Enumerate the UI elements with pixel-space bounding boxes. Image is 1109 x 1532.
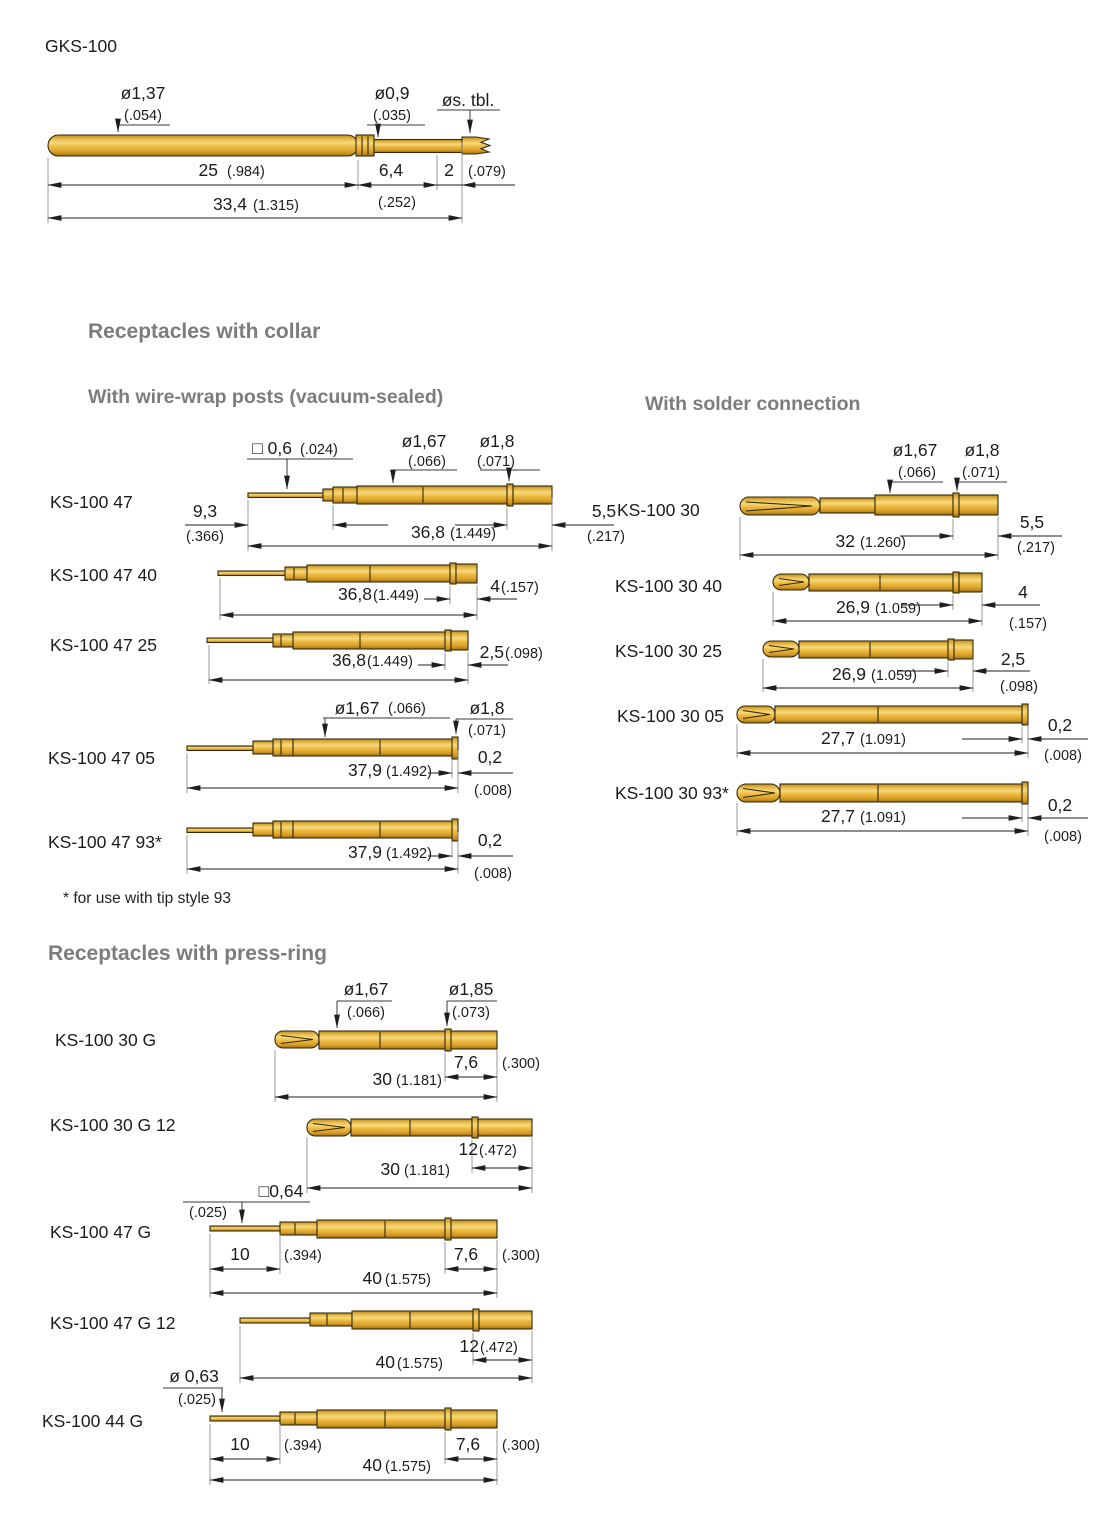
dim-length-inch: (.008)	[1044, 829, 1082, 845]
dim-length-mm: 12	[459, 1336, 479, 1356]
dim-length-mm: 7,6	[455, 1434, 481, 1454]
dim-diameter-inch: (.066)	[408, 454, 446, 470]
drawing-ks-100-30-05	[737, 704, 1088, 764]
row-label-ks-100-44-g: KS-100 44 G	[42, 1411, 144, 1431]
dim-length-inch: (.157)	[1009, 616, 1047, 632]
row-label-ks-100-47-25: KS-100 47 25	[50, 635, 158, 655]
wire-wrap-post	[248, 493, 323, 498]
dim-length-mm: 0,2	[477, 747, 503, 767]
receptacle-ring	[953, 493, 959, 517]
dim-length-mm: 25	[198, 160, 218, 180]
dim-length-inch: (.008)	[474, 866, 512, 882]
dim-length-inch: (.394)	[284, 1248, 322, 1264]
drawing-ks-100-47-05	[187, 698, 513, 799]
receptacle-body	[357, 486, 507, 504]
receptacle-collar	[273, 821, 293, 838]
post-step	[310, 1313, 352, 1326]
receptacle-end-ring	[1022, 704, 1028, 725]
receptacle-body	[319, 1031, 445, 1049]
row-label-ks-100-47: KS-100 47	[50, 492, 133, 512]
dim-length-mm: 0,2	[477, 830, 503, 850]
section-heading-pressring: Receptacles with press-ring	[48, 942, 327, 965]
receptacle-ring	[445, 630, 451, 651]
dim-length-inch: (.252)	[378, 195, 416, 211]
receptacle-ring	[953, 572, 959, 593]
dim-length-inch: (1.449)	[450, 526, 496, 542]
wire-wrap-post	[207, 638, 273, 643]
dim-length-inch: (1.091)	[860, 810, 906, 826]
receptacle-body	[293, 632, 445, 649]
receptacle-end-ring	[1022, 782, 1028, 804]
press-ring	[445, 1218, 451, 1240]
row-label-ks-100-30-93: KS-100 30 93*	[615, 783, 729, 803]
receptacle-collar	[333, 487, 357, 503]
dim-length-inch: (.300)	[502, 1248, 540, 1264]
dim-diameter-inch: (.071)	[962, 465, 1000, 481]
dim-length-inch: (1.575)	[385, 1272, 431, 1288]
receptacle-end-ring	[452, 819, 458, 841]
dim-length-mm: 2,5	[1000, 649, 1026, 669]
dim-tip-diameter: øs. tbl.	[441, 90, 495, 110]
dim-length-inch: (1.059)	[871, 668, 917, 684]
receptacle-ring	[948, 639, 954, 660]
dim-length-inch: (1.492)	[386, 764, 432, 780]
dim-length-mm: 36,8	[410, 522, 445, 542]
receptacle-body	[780, 784, 1022, 802]
receptacle-body	[352, 1311, 473, 1329]
dim-length-mm: 30	[380, 1159, 400, 1179]
dim-length-inch: (1.449)	[367, 654, 413, 670]
receptacle-sleeve	[451, 631, 468, 650]
dim-length-mm: 10	[230, 1434, 250, 1454]
dim-length-inch: (1.260)	[860, 535, 906, 551]
drawing-ks-100-30-g-12	[307, 1117, 532, 1193]
dim-diameter-mm: ø1,67	[343, 979, 389, 999]
receptacle-sleeve	[959, 495, 998, 515]
wire-wrap-post	[218, 571, 285, 576]
dim-length-inch: (.098)	[1000, 679, 1038, 695]
dim-diameter-mm: ø1,67	[892, 440, 938, 460]
dim-length-inch: (1.181)	[404, 1163, 450, 1179]
receptacle-body	[293, 821, 453, 838]
drawing-ks-100-44-g	[163, 1366, 540, 1485]
dim-diameter-mm: ø1,8	[469, 698, 505, 718]
dim-diameter-mm: ø1,37	[120, 83, 166, 103]
dim-square-inch: (.024)	[300, 442, 338, 458]
dim-length-inch: (.472)	[480, 1340, 518, 1356]
dim-diameter-mm: ø1,8	[479, 431, 515, 451]
dim-length-mm: 37,9	[347, 842, 382, 862]
row-label-ks-100-30-05: KS-100 30 05	[617, 706, 725, 726]
dim-diameter-inch: (.071)	[477, 454, 515, 470]
drawing-ks-100-30-g	[275, 1029, 540, 1102]
receptacle-sleeve	[451, 1220, 497, 1238]
dim-length-inch: (1.091)	[860, 732, 906, 748]
dim-length-mm: 10	[230, 1244, 250, 1264]
receptacle-sleeve	[456, 564, 477, 583]
probe-collar	[356, 135, 374, 156]
dim-diameter-mm: ø 0,63	[169, 1366, 219, 1386]
row-label-ks-100-30: KS-100 30	[617, 500, 700, 520]
dim-diameter-inch: (.054)	[124, 108, 162, 124]
row-label-ks-100-47-93: KS-100 47 93*	[48, 832, 162, 852]
dim-length-mm: 40	[362, 1268, 382, 1288]
post-step	[253, 823, 273, 836]
dim-diameter-inch: (.025)	[178, 1392, 216, 1408]
dim-length-mm: 7,6	[453, 1244, 479, 1264]
wire-wrap-post	[210, 1226, 280, 1231]
receptacle-body	[809, 574, 953, 591]
dim-length-inch: (1.449)	[373, 588, 419, 604]
receptacle-body	[351, 1119, 472, 1136]
dim-length-mm: 32	[835, 531, 855, 551]
dim-length-mm: 5,5	[1019, 512, 1045, 532]
dim-length-inch: (.366)	[186, 529, 224, 545]
dim-diameter-inch: (.073)	[452, 1005, 490, 1021]
dim-length-mm: 26,9	[835, 597, 870, 617]
press-ring	[445, 1408, 451, 1430]
dim-diameter-inch: (.066)	[388, 701, 426, 717]
row-label-ks-100-47-g-12: KS-100 47 G 12	[50, 1313, 176, 1333]
dim-length-inch: (.157)	[501, 580, 539, 596]
page-title: GKS-100	[45, 36, 117, 56]
receptacle-body	[317, 1220, 445, 1238]
dim-diameter-inch: (.035)	[373, 108, 411, 124]
dim-length-inch: (.217)	[587, 529, 625, 545]
receptacle-ring	[450, 563, 456, 584]
press-ring	[472, 1117, 478, 1138]
receptacle-collar	[273, 634, 293, 647]
post-step	[253, 741, 273, 754]
drawing-ks-100-47-g-12	[240, 1309, 532, 1383]
dim-length-inch: (.300)	[502, 1056, 540, 1072]
dim-length-inch: (.079)	[468, 164, 506, 180]
section-heading-collar: Receptacles with collar	[88, 320, 321, 343]
dim-length-inch: (.472)	[479, 1143, 517, 1159]
dim-square-mm: □ 0,6	[252, 438, 292, 458]
row-label-ks-100-30-40: KS-100 30 40	[615, 576, 723, 596]
receptacle-sleeve	[959, 573, 982, 592]
dim-square-inch: (.025)	[189, 1205, 227, 1221]
row-label-ks-100-30-g: KS-100 30 G	[55, 1030, 157, 1050]
dim-length-mm: 26,9	[831, 664, 866, 684]
dim-length-mm: 9,3	[192, 501, 218, 521]
dim-length-inch: (.098)	[505, 646, 543, 662]
dim-length-mm: 36,8	[337, 584, 372, 604]
dim-length-mm: 36,8	[331, 650, 366, 670]
dim-diameter-mm: ø1,85	[448, 979, 494, 999]
receptacle-ring	[507, 484, 513, 506]
dim-length-mm: 40	[375, 1352, 395, 1372]
wire-wrap-post	[210, 1416, 280, 1421]
dim-length-inch: (.394)	[284, 1438, 322, 1454]
drawing-ks-100-30-93	[737, 782, 1088, 845]
dim-length-mm: 37,9	[347, 760, 382, 780]
probe-plunger-shaft	[374, 140, 462, 153]
receptacle-end-ring	[452, 737, 458, 759]
dim-length-inch: (1.059)	[875, 601, 921, 617]
row-label-ks-100-30-25: KS-100 30 25	[615, 641, 723, 661]
dim-length-inch: (.008)	[474, 783, 512, 799]
post-step	[280, 1412, 317, 1425]
dim-diameter-inch: (.066)	[347, 1005, 385, 1021]
dim-square-mm: □0,64	[258, 1181, 304, 1201]
row-label-ks-100-30-g-12: KS-100 30 G 12	[50, 1115, 176, 1135]
dim-diameter-mm: ø1,67	[401, 431, 447, 451]
post-step	[323, 489, 333, 501]
row-label-ks-100-47-05: KS-100 47 05	[48, 748, 156, 768]
drawing-ks-100-47-25	[207, 630, 543, 684]
receptacle-body	[775, 706, 1022, 723]
press-ring	[473, 1309, 479, 1331]
receptacle-collar	[285, 567, 307, 580]
dim-diameter-inch: (.066)	[898, 465, 936, 481]
dim-length-mm: 0,2	[1047, 715, 1073, 735]
receptacle-sleeve	[451, 1031, 497, 1049]
drawing-ks-100-47	[185, 431, 625, 551]
dim-length-mm: 12	[458, 1139, 478, 1159]
dim-diameter-mm: ø1,67	[334, 698, 380, 718]
receptacle-sleeve	[479, 1311, 532, 1329]
dim-length-mm: 2,5	[479, 642, 504, 662]
dim-length-mm: 5,5	[591, 501, 617, 521]
dim-length-inch: (.217)	[1017, 540, 1055, 556]
row-label-ks-100-47-g: KS-100 47 G	[50, 1222, 152, 1242]
dim-total-inch: (1.315)	[253, 198, 299, 214]
drawing-ks-100-30	[740, 440, 1062, 560]
crown-tip	[462, 137, 490, 154]
leaders-press-ring	[337, 979, 497, 1028]
drawing-ks-100-30-40	[773, 572, 1047, 632]
dim-length-mm: 27,7	[820, 806, 855, 826]
receptacle-sleeve	[513, 486, 552, 504]
dim-length-inch: (.008)	[1044, 748, 1082, 764]
dim-length-mm: 4	[490, 576, 500, 596]
dim-length-inch: (1.575)	[385, 1459, 431, 1475]
press-ring	[445, 1029, 451, 1051]
dim-length-inch: (.984)	[227, 164, 265, 180]
dim-diameter-mm: ø0,9	[374, 83, 410, 103]
receptacle-sleeve	[451, 1410, 497, 1428]
dim-diameter-inch: (.071)	[468, 723, 506, 739]
dim-length-mm: 7,6	[453, 1052, 479, 1072]
dim-length-inch: (1.181)	[396, 1073, 442, 1089]
footnote: * for use with tip style 93	[63, 890, 231, 907]
dim-length-mm: 30	[372, 1069, 392, 1089]
dim-length-inch: (1.575)	[397, 1356, 443, 1372]
dim-length-inch: (1.492)	[386, 846, 432, 862]
probe-barrel	[48, 135, 358, 156]
receptacle-body	[317, 1410, 445, 1428]
wire-wrap-post	[187, 746, 253, 751]
receptacle-body	[307, 565, 450, 582]
receptacle-body	[799, 641, 948, 658]
drawing-ks-100-30-25	[763, 639, 1038, 695]
drawing-ks-100-47-40	[218, 563, 539, 620]
drawing-ks-100-47-93	[187, 819, 513, 882]
receptacle-sleeve	[478, 1119, 532, 1136]
drawing-gks-100-probe	[48, 83, 515, 223]
subsection-heading-wirewrap: With wire-wrap posts (vacuum-sealed)	[88, 386, 444, 408]
dim-length-mm: 2	[444, 160, 454, 180]
wire-wrap-post	[240, 1318, 310, 1323]
dim-diameter-mm: ø1,8	[964, 440, 1000, 460]
receptacle-body	[875, 495, 953, 515]
drawing-ks-100-47-g	[183, 1181, 540, 1298]
receptacle-sleeve	[954, 640, 973, 659]
dim-length-mm: 4	[1018, 582, 1028, 602]
receptacle-body	[293, 739, 453, 756]
cup-neck	[820, 498, 875, 513]
receptacle-collar	[273, 739, 293, 756]
wire-wrap-post	[187, 828, 253, 833]
dim-length-mm: 0,2	[1047, 795, 1073, 815]
dim-length-mm: 27,7	[820, 728, 855, 748]
subsection-heading-solder: With solder connection	[645, 393, 861, 415]
row-label-ks-100-47-40: KS-100 47 40	[50, 565, 158, 585]
dim-total-mm: 33,4	[212, 194, 247, 214]
dim-length-mm: 40	[362, 1455, 382, 1475]
post-step	[280, 1222, 317, 1235]
dim-length-mm: 6,4	[378, 160, 404, 180]
dim-length-inch: (.300)	[502, 1438, 540, 1454]
